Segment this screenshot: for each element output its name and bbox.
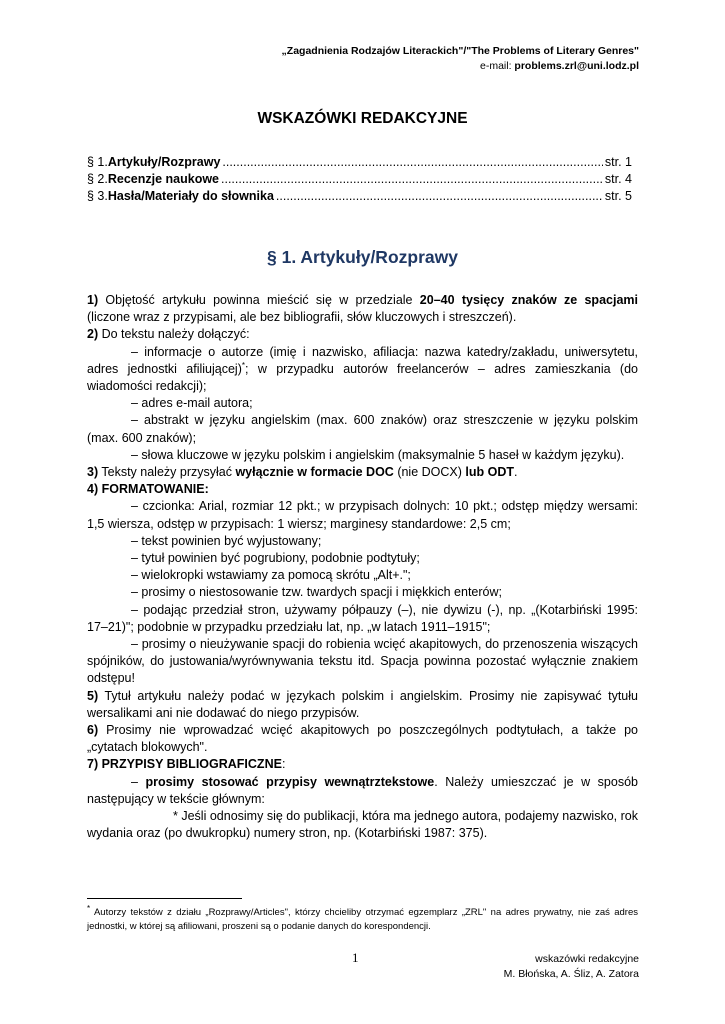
toc-leader bbox=[221, 171, 603, 188]
toc-page: str. 4 bbox=[604, 172, 632, 186]
paragraph-1 bbox=[87, 292, 638, 326]
paragraph-7-title bbox=[87, 756, 638, 773]
toc-page: str. 5 bbox=[604, 189, 632, 203]
text: Tytuł artykułu należy podać w językach polskim i angielskim. Prosimy nie zapisywać tytułu wersalikami ani nie dodawać do niego przypisów. bbox=[87, 688, 638, 720]
list-item bbox=[87, 774, 638, 808]
text: : bbox=[281, 757, 286, 772]
list-item: – tekst powinien być wyjustowany; bbox=[131, 533, 322, 548]
bold-text: prosimy stosować przypisy wewnątrztekstowe bbox=[145, 774, 435, 789]
bold-text: 20–40 tysięcy znaków ze spacjami bbox=[419, 293, 638, 307]
text: . Należy umieszczać je w sposób następujący w tekście głównym: bbox=[87, 774, 638, 806]
footnote-divider bbox=[87, 898, 242, 899]
email-label: e-mail: bbox=[479, 60, 515, 72]
bold-heading: 4) FORMATOWANIE: bbox=[87, 482, 209, 497]
footnote-ref[interactable]: * bbox=[241, 360, 245, 370]
toc-label: Recenzje naukowe bbox=[107, 172, 220, 186]
bold-text: lub ODT bbox=[465, 465, 514, 480]
text: ; w przypadku autorów freelancerów – adres zamieszkania (do wiadomości redakcji); bbox=[87, 361, 638, 394]
paragraph-6 bbox=[87, 722, 638, 756]
list-item: – tytuł powinien być pogrubiony, podobnie podtytuły; bbox=[131, 551, 420, 566]
footnote bbox=[87, 903, 638, 934]
list-item: – prosimy o nieużywanie spacji do robienia wcięć akapitowych, do przenoszenia wiszących spójników, do justowania/wyrównywania tekstu itd. Spacja powinna pozostać wyłącznie znakiem odstępu! bbox=[87, 637, 638, 686]
list-item: * Jeśli odnosimy się do publikacji, która ma jednego autora, podajemy nazwisko, rok wydania oraz (po dwukropku) numery stron, np. (Kotarbiński 1987: 375). bbox=[87, 809, 638, 841]
list-item: – adres e-mail autora; bbox=[131, 396, 253, 411]
text: Prosimy nie wprowadzać wcięć akapitowych po poszczególnych podtytułach, a także po „cytatach blokowych". bbox=[87, 723, 638, 755]
section-heading: § 1. Artykuły/Rozprawy bbox=[267, 247, 458, 267]
paragraph-2 bbox=[87, 326, 638, 343]
toc-leader bbox=[222, 154, 603, 171]
page-header bbox=[282, 44, 639, 74]
text: Teksty należy przysyłać bbox=[98, 465, 236, 480]
bold-heading: 7) PRZYPISY BIBLIOGRAFICZNE bbox=[87, 757, 282, 772]
email-line bbox=[282, 59, 639, 74]
toc-label: Hasła/Materiały do słownika bbox=[107, 189, 274, 203]
page-number: 1 bbox=[352, 950, 359, 965]
paragraph-3 bbox=[87, 464, 638, 481]
list-item: – słowa kluczowe w języku polskim i angielskim (maksymalnie 5 haseł w każdym języku). bbox=[131, 447, 625, 462]
toc-num: § 2. bbox=[87, 172, 108, 186]
text: Do tekstu należy dołączyć: bbox=[98, 327, 250, 342]
text: Objętość artykułu powinna mieścić się w przedziale bbox=[98, 293, 420, 307]
bold-text: wyłącznie w formacie DOC bbox=[235, 465, 394, 480]
paragraph-5 bbox=[87, 688, 638, 722]
item-number: 1) bbox=[87, 293, 99, 307]
list-item: – podając przedział stron, używamy półpauzy (–), nie dywizu (-), np. „(Kotarbiński 1995: 17–21)"; podobnie w przypadku przedziału lat, np. „w latach 1911–1915"; bbox=[87, 602, 638, 634]
item-number: 6) bbox=[87, 723, 99, 738]
journal-title: „Zagadnienia Rodzajów Literackich"/"The Problems of Literary Genres" bbox=[281, 45, 639, 57]
list-item: – wielokropki wstawiamy za pomocą skrótu „Alt+."; bbox=[131, 568, 411, 583]
toc-num: § 1. bbox=[87, 155, 108, 169]
footer-line-1: wskazówki redakcyjne bbox=[535, 953, 639, 965]
text: (liczone wraz z przypisami, ale bez bibliografii, słów kluczowych i streszczeń). bbox=[87, 310, 517, 325]
text: – informacje o autorze (imię i nazwisko, afiliacja: nazwa katedry/zakładu, uniwersytetu, adres jednostki afiliującej) bbox=[87, 344, 638, 376]
footnote-text: Autorzy tekstów z działu „Rozprawy/Articles", którzy chcieliby otrzymać egzemplarz „ZRL" na adres prywatny, nie zaś adres jednostki, w której są afiliowani, proszeni są o podanie danych do korespondencji. bbox=[87, 907, 638, 932]
page-footer bbox=[504, 952, 639, 982]
text: (nie DOCX) bbox=[393, 465, 466, 480]
toc-page: str. 1 bbox=[604, 155, 632, 169]
footnote-mark: * bbox=[87, 903, 91, 913]
list-item: – abstrakt w języku angielskim (max. 600 znaków) oraz streszczenie w języku polskim (max. 600 znaków); bbox=[87, 413, 638, 445]
item-number: 2) bbox=[87, 327, 99, 342]
toc-num: § 3. bbox=[87, 189, 108, 203]
toc-label: Artykuły/Rozprawy bbox=[107, 155, 221, 169]
toc-item-1[interactable] bbox=[87, 154, 632, 171]
table-of-contents bbox=[87, 154, 632, 205]
item-number: 3) bbox=[87, 465, 99, 480]
main-content bbox=[87, 292, 638, 843]
page-title: WSKAZÓWKI REDAKCYJNE bbox=[257, 110, 468, 127]
email-address[interactable]: problems.zrl@uni.lodz.pl bbox=[514, 60, 639, 72]
toc-leader bbox=[276, 188, 603, 205]
text: . bbox=[514, 465, 518, 480]
list-item: – prosimy o niestosowanie tzw. twardych spacji i miękkich enterów; bbox=[131, 585, 502, 600]
text: – bbox=[131, 774, 146, 789]
item-number: 5) bbox=[87, 688, 99, 703]
list-item: – czcionka: Arial, rozmiar 12 pkt.; w przypisach dolnych: 10 pkt.; odstęp między wersami: 1,5 wiersza, odstęp w przypisach: 1 wiersz; marginesy standardowe: 2,5 cm; bbox=[87, 499, 638, 531]
list-item bbox=[87, 344, 638, 396]
paragraph-4-title bbox=[87, 481, 638, 498]
footer-line-2: M. Błońska, A. Śliz, A. Zatora bbox=[503, 968, 639, 980]
toc-item-2[interactable] bbox=[87, 171, 632, 188]
toc-item-3[interactable] bbox=[87, 188, 632, 205]
